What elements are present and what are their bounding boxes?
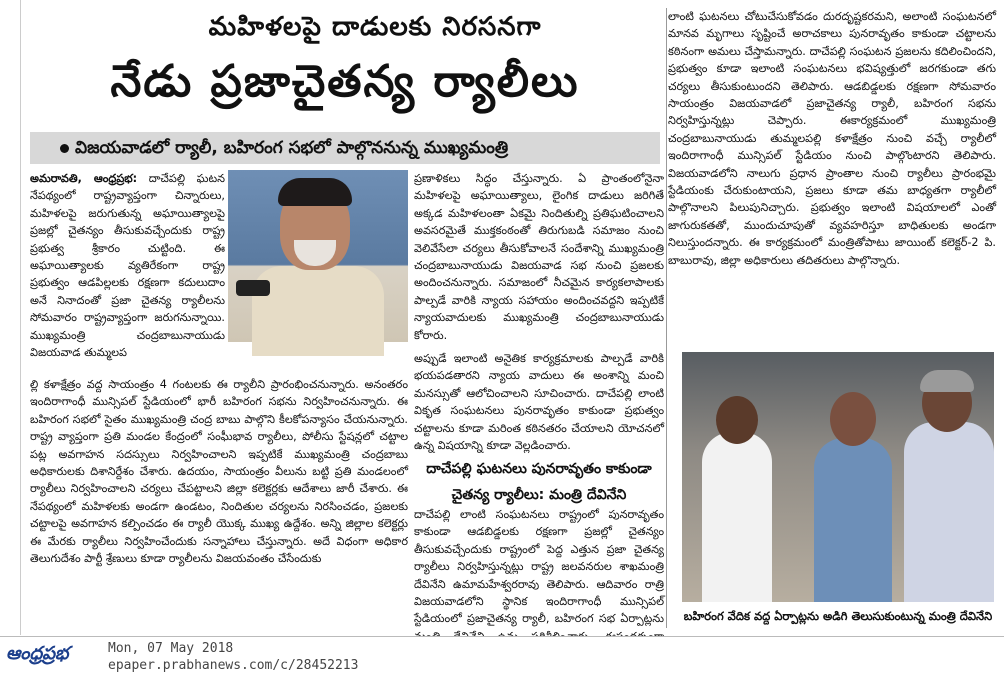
headline: నేడు ప్రజాచైతన్య ర్యాలీలు (110, 56, 580, 107)
col3-text: లాంటి ఘటనలు చోటుచేసుకోవడం దురదృష్టకరమని, అలాంటి సంఘటనలో మానవ మృగాలు సృష్టించే అరాచకాలు పునరావృతం కాకుండా చట్టాలను కఠినంగా అమలు చేస్తామన్నారు. దాచేపల్లి సంఘటన ప్రజలను కదిలించిందని, ప్రభుత్వం కూడా ఇలాంటి సంఘటనలు భవిష్యత్తులో జరగకుండా తగు చర్యలు తీసుకుంటుందని తెలిపారు. ఆడబిడ్డలకు రక్షణగా సోమవారం సాయంత్రం విజయవాడలో ప్రజాచైతన్య ర్యాలీ, బహిరంగ సభను నిర్వహిస్తున్నట్లు చెప్పారు. ఈకార్యక్రమంలో ముఖ్యమంత్రి చంద్రబాబునాయుడు తుమ్మలపల్లి కళాక్షేత్రం నుంచి వచ్చే ర్యాలీలో ఇందిరాగాంధీ మున్సిపల్ స్టేడియం నుంచి పాల్గొంటారని తెలిపారు. విజయవాడలోని నాలుగు ప్రధాన ప్రాంతాల నుంచి ర్యాలీలు ప్రారంభమై స్టేడియంకు చేరుకుంటాయని, ప్రజలు కూడా తమ బాధ్యతగా ర్యాలీలో పాల్గొనాలని పిలుపునిచ్చారు. ప్రభుత్వం ఇలాంటి విషయాలలో ఎంతో జాగురుకతతో, ముందుచూపుతో వ్యవహరిస్తూ బాధితులకు అండగా నిలుస్తుందన్నారు. ఈ కార్యక్రమంలో మంత్రితోపాటు జాయింట్ కలెక్టర్-2 పి. బాబురావు, జిల్లా అధికారులు తదితరులు పాల్గొన్నారు. (668, 10, 996, 267)
photo2-person-right-hair (920, 370, 974, 392)
photo2-person-left-head (716, 396, 758, 444)
photo2-person-middle-head (830, 392, 876, 446)
article-column-1-continued (30, 376, 408, 567)
sub-article-body (414, 506, 664, 631)
subheadline-bar (30, 132, 660, 164)
andhraprabha-logo: ఆంధ్రప్రభ (6, 643, 69, 664)
epaper-url[interactable]: epaper.prabhanews.com/c/28452213 (108, 658, 359, 673)
bullet-icon (60, 144, 69, 153)
col2b-text-inline: అప్పుడే ఇలాంటి అనైతిక కార్యక్రమాలకు పాల్పడే వారికి భయపడతారని న్యాయ వాదులు ఈ అంశాన్ని మంచి మనస్సుతో ఆలోచించాలని సూచించారు. దాచేపల్లి లాంటి వికృత సంఘటనలు పునరావృతం కాకుండా ప్రభుత్వం చట్టాలను కూడా మరింత కఠినతరం చేయాలని యోచనలో ఉన్న విషయాన్ని కూడా వెల్లడించారు. (414, 352, 664, 453)
col1-text: దాచేపల్లి ఘటన నేపథ్యంలో రాష్ట్రవ్యాప్తంగా చిన్నారులు, మహిళలపై జరుగుతున్న అఘాయిత్యాలపై ప్రజల్లో చైతన్యం తీసుకువచ్చేందుకు రాష్ట్ర ప్రభుత్వ శ్రీకారం చుట్టింది. ఈ అఘాయిత్యాలకు వ్యతిరేకంగా రాష్ట్ర ప్రభుత్వం ఆడపిల్లలకు రక్షణగా కదులుదాం అనే నినాదంతో ప్రజా చైతన్య ర్యాలీలను సోమవారం రాష్ట్రవ్యాప్తంగా జరుగనున్నాయి. ముఖ్యమంత్రి చంద్రబాబునాయుడు విజయవాడ తుమ్మలప (30, 172, 225, 360)
photo2-person-right (904, 422, 994, 602)
photo-figure-body (252, 266, 384, 356)
article-column-1 (30, 170, 225, 361)
epaper-footer (0, 636, 1004, 680)
chief-minister-photo (228, 170, 408, 342)
kicker: మహిళలపై దాడులకు నిరసనగా (208, 12, 542, 42)
photo2-person-left (702, 432, 772, 602)
dateline: అమరావతి, ఆంధ్రప్రభ: (30, 172, 138, 185)
column-divider (666, 8, 667, 628)
sub-article-heading-line1: దాచేపల్లి ఘటనలు పునరావృతం కాకుండా (426, 461, 652, 477)
subheadline: విజయవాడలో ర్యాలీ, బహిరంగ సభలో పాల్గొననున్న ముఖ్యమంత్రి (75, 138, 509, 158)
article-column-3 (668, 8, 996, 346)
article-column-2 (414, 170, 664, 452)
edition-date: Mon, 07 May 2018 (108, 641, 234, 656)
col2-text: ప్రణాళికలు సిద్ధం చేస్తున్నారు. ఏ ప్రాంతంలోనైనా మహిళలపై అఘాయిత్యాలు, లైంగిక దాడులు జరిగితే అక్కడ మహిళలంతా ఏకమై నిందితుల్ని ప్రతిఘటించాలని అవసరమైతే ముక్తకంఠంతో తిరుగుబడి సమాజం నుంచి వెలివేసేలా చర్యలు తీసుకోవాలనే సందేశాన్ని ముఖ్యమంత్రి చంద్రబాబునాయుడు విజయవాడ సభ నుంచి ప్రజలకు అందించనున్నారు. సమాజంలో నీచమైన కార్యకలాపాలకు పాల్పడే వారికి న్యాయ సహాయం అందించవద్దని ఇప్పటికే న్యాయవాదులకు ముఖ్యమంత్రి చంద్రబాబునాయుడు కోరారు. (414, 172, 664, 342)
microphone-icon (236, 280, 270, 296)
photo-figure-hair (278, 178, 352, 206)
col2c-text: దాచేపల్లి లాంటి సంఘటనలు రాష్ట్రంలో పునరావృతం కాకుండా ఆడబిడ్డలకు రక్షణగా ప్రజల్లో చైతన్యం తీసుకువచ్చేందుకు రాష్ట్రంలో పెద్ద ఎత్తున ప్రజా చైతన్య ర్యాలీలు నిర్వహిస్తున్నట్లు రాష్ట్ర జలవనరుల శాఖమంత్రి దేవినేని ఉమామహేశ్వరరావు తెలిపారు. ఆదివారం రాత్రి విజయవాడలోని స్థానిక ఇందిరాగాంధీ మున్సిపల్ స్టేడియంలో ప్రజాచైతన్య ర్యాలీ, బహిరంగ సభ ఏర్పాట్లను (414, 508, 664, 626)
sub-article-heading (414, 456, 664, 508)
photo-caption: బహిరంగ వేదిక వద్ద ఏర్పాట్లను అడిగి తెలుసుకుంటున్న మంత్రి దేవినేని (683, 609, 993, 623)
minister-inspection-photo (682, 352, 994, 602)
adjacent-page-edge (0, 0, 21, 635)
sub-article-heading-line2: చైతన్య ర్యాలీలు: మంత్రి దేవినేని (451, 487, 627, 503)
photo2-person-middle (814, 438, 892, 602)
col1b-text: ల్లి కళాక్షేత్రం వద్ద సాయంత్రం 4 గంటలకు ఈ ర్యాలీని ప్రారంభించనున్నారు. అనంతరం ఇందిరాగాంధీ మున్సిపల్ స్టేడియంలో భారీ బహిరంగ సభను నిర్వహించనున్నారు. ఈ బహిరంగ సభలో సైతం ముఖ్యమంత్రి చంద్ర బాబు పాల్గొని కీలకోపన్యాసం చేయనున్నారు. రాష్ట్ర వ్యాప్తంగా ప్రతి మండల కేంద్రంలో సంఘీభావ ర్యాలీలు, పోలీసు స్టేషన్లలో చట్టాల పట్ల అవగాహన సదస్సులు నిర్వహించాలని ఇప్పటికే ముఖ్యమంత్రి చంద్రబాబు అధికారులకు దిశానిర్దేశం చేశారు. ఉదయం, సాయంత్రం వీలును బట్టి ప్రతి మండలంలో ర్యాలీలు నిర్వహించాలని చర్యలు చేపట్టాలని జిల్లా కలెక్టర్లకు ఆదేశాలు జారీ చేశారు. ఈ నేపథ్యంలో మహిళలకు అండగా ఉండటం, నిందితుల చర్యలను నిరసించడం, ప్రజలకు చట్టాలపై అవగాహన కల్పించడం ఈ ర్యాలీ యొక్క ముఖ్య ఉద్దేశం. అన్ని జిల్లాల కలెక్టర్లు ఈ మేరకు ర్యాలీలు నిర్వహించేందుకు సన్నాహాలు చేస్తున్నారు. అదే విధంగా అధికార తెలుగుదేశం పార్టీ శ్రేణులు కూడా ర్యాలీలను విజయవంతం చేసేందుకు (30, 378, 408, 566)
